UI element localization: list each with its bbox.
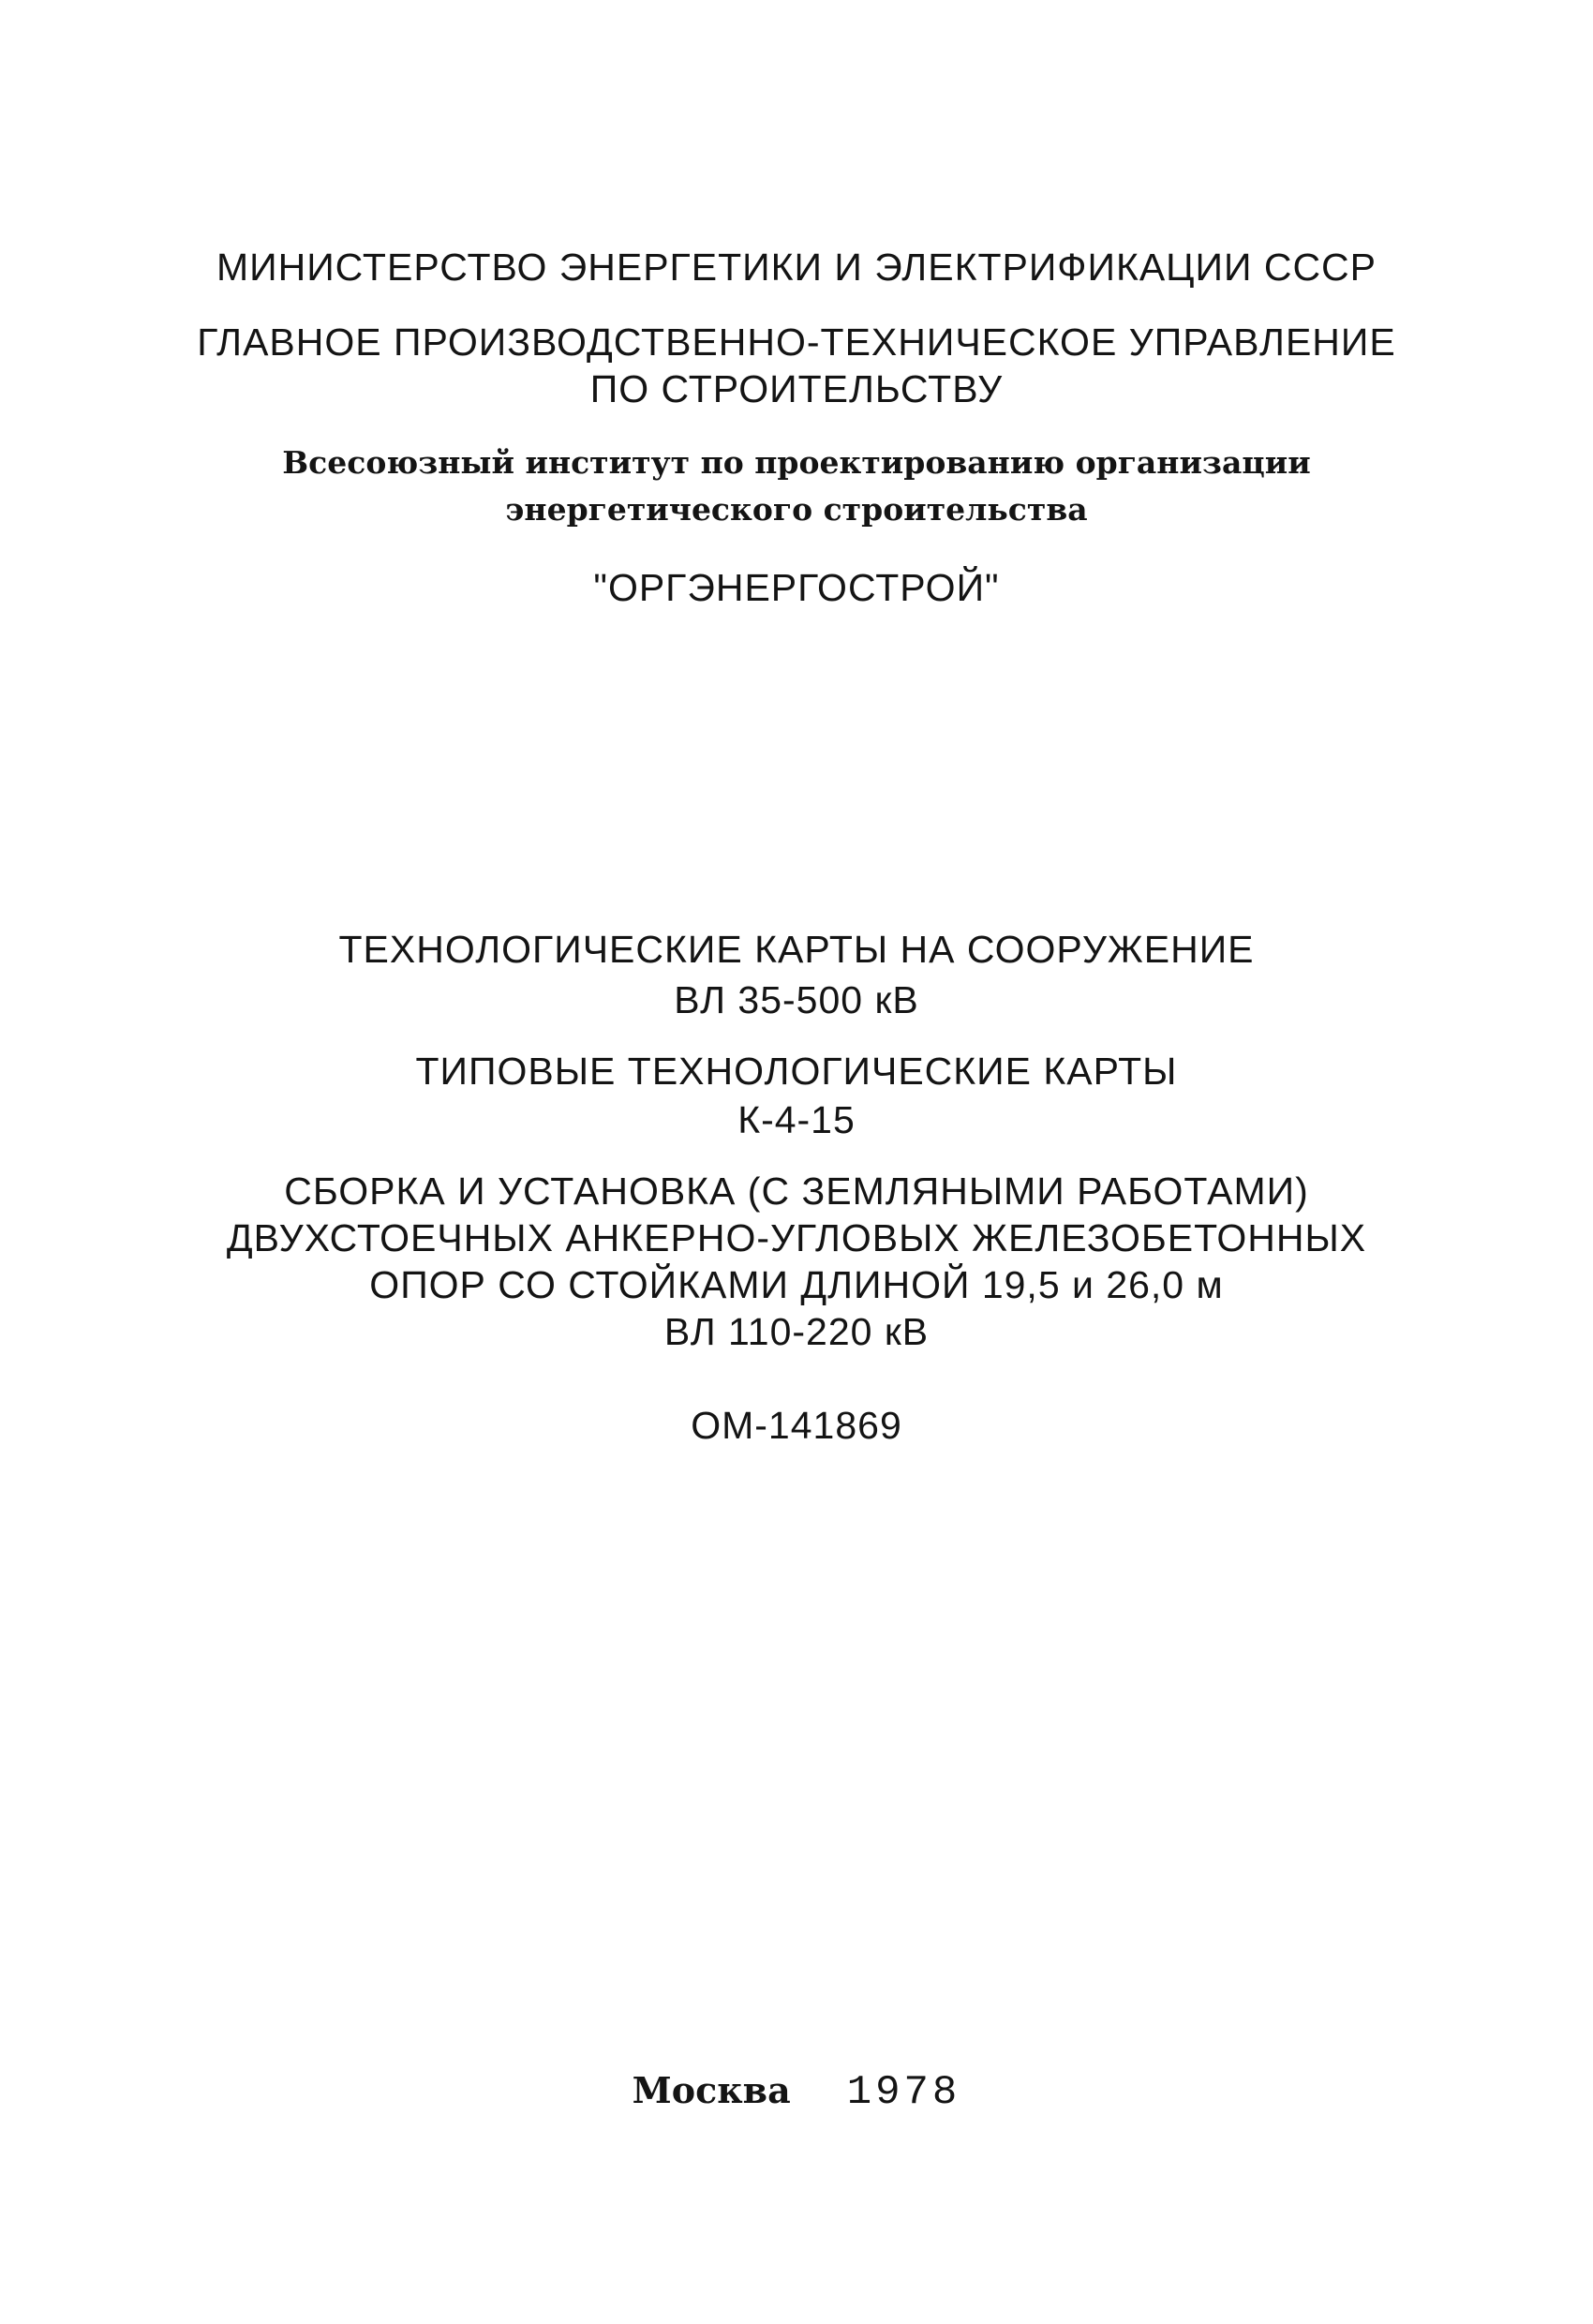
subject-line2: ДВУХСТОЕЧНЫХ АНКЕРНО-УГЛОВЫХ ЖЕЛЕЗОБЕТОННЫХ — [226, 1216, 1367, 1259]
directorate-heading-line1: ГЛАВНОЕ ПРОИЗВОДСТВЕННО-ТЕХНИЧЕСКОЕ УПРАВЛЕНИЕ — [197, 320, 1396, 364]
subject-line3: ОПОР СО СТОЙКАМИ ДЛИНОЙ 19,5 и 26,0 м — [369, 1263, 1224, 1306]
ministry-heading: МИНИСТЕРСТВО ЭНЕРГЕТИКИ И ЭЛЕКТРИФИКАЦИИ СССР — [216, 246, 1377, 289]
subject-line1: СБОРКА И УСТАНОВКА (С ЗЕМЛЯНЫМИ РАБОТАМИ) — [284, 1169, 1309, 1213]
publication-year: 1978 — [846, 2069, 961, 2116]
series-code: К-4-15 — [737, 1098, 856, 1141]
institute-name-line2: энергетического строительства — [505, 491, 1088, 528]
directorate-heading-line2: ПО СТРОИТЕЛЬСТВУ — [589, 367, 1004, 410]
collection-title-line1: ТЕХНОЛОГИЧЕСКИЕ КАРТЫ НА СООРУЖЕНИЕ — [338, 928, 1255, 971]
series-title: ТИПОВЫЕ ТЕХНОЛОГИЧЕСКИЕ КАРТЫ — [415, 1050, 1178, 1093]
collection-title-line2: ВЛ 35-500 кВ — [674, 978, 919, 1021]
subject-line4: ВЛ 110-220 кВ — [663, 1310, 930, 1353]
document-number: ОМ-141869 — [691, 1404, 902, 1447]
publication-city: Москва — [632, 2069, 791, 2111]
publication-footer — [0, 2069, 1593, 2116]
institute-name-line1: Всесоюзный институт по проектированию организации — [282, 444, 1311, 481]
organization-name: "ОРГЭНЕРГОСТРОЙ" — [593, 566, 1000, 609]
